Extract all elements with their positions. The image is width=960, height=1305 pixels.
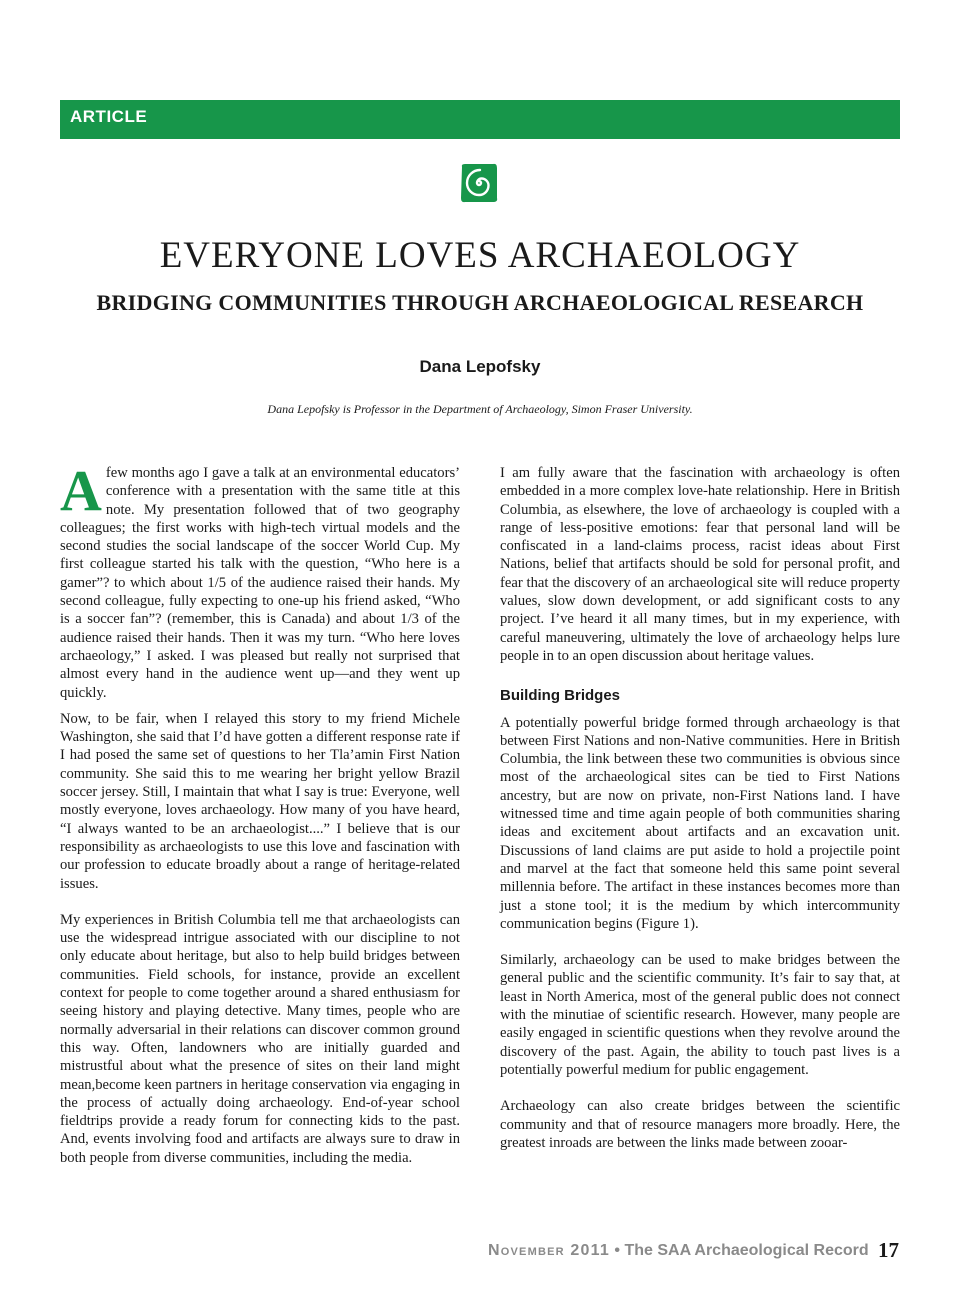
left-column bbox=[60, 458, 460, 1167]
paragraph: Similarly, archaeology can be used to make bridges between the general public and the scientific community. It’s fair to say that, at least in North America, most of the general public does not connect with the minutiae of scientific research. However, many people are easily engaged in scientific questions when they revolve around the discovery of the past. Again, the ability to touch past lives is a potentially powerful medium for public engagement. bbox=[500, 952, 900, 1078]
paragraph: My experiences in British Columbia tell me that archaeologists can use the widespread intrigue associated with our discipline to not only educate about heritage, but also to help build bridges between communities. Field schools, for instance, provide an excellent context for people to come together around a shared enthusiasm for seeing history and playing detective. Many times, people who are normally adversarial in their relations can discover common ground this way. Often, landowners who are initially guarded and mistrustful about what the presence of sites on their land might mean,become keen partners in heritage conservation via engaging in the process of actually doing archaeology. End-of-year school fieldtrips provide a ready forum for connecting kids to the past. And, events involving food and artifacts are always sure to draw in both people from diverse communities, including the media. bbox=[60, 911, 460, 1166]
section-heading: Building Bridges bbox=[500, 687, 620, 705]
footer-bullet: • bbox=[614, 1242, 620, 1259]
article-title: EVERYONE LOVES ARCHAEOLOGY bbox=[159, 235, 801, 276]
page-number: 17 bbox=[878, 1238, 899, 1262]
paragraph bbox=[60, 458, 460, 702]
article-subtitle: BRIDGING COMMUNITIES THROUGH ARCHAEOLOGICAL RESEARCH bbox=[96, 290, 864, 315]
page-footer bbox=[488, 1242, 869, 1260]
paragraph-text: few months ago I gave a talk at an environmental educators’ conference with a presentation with the same title at this note. My presentation followed that of two geography colleagues; the first works with high-tech virtual models and the second studies the social landscape of the soccer World Cup. My first colleague started his talk with the question, “Who here is a gamer”? to which about 1/5 of the audience raised their hands. My second colleague, fully expecting to one-up his friend asked, “Who is a soccer fan”? (remember, this is Canada) and about 1/3 of the audience raised their hands. Then it was my turn. “Who here loves archaeology,” I asked. I was pleased but really not surprised that almost every hand in the audience went up—and they went up quickly. bbox=[60, 465, 460, 701]
paragraph: Archaeology can also create bridges between the scientific community and that of resource managers more broadly. Here, the greatest inroads are between the links made between zooar- bbox=[500, 1098, 900, 1151]
paragraph: Now, to be fair, when I relayed this story to my friend Michele Washington, she said that I’d have gotten a different response rate if I had posed the same set of questions to her Tla’amin First Nation community. She said this to me wearing her bright yellow Brazil soccer jersey. Still, I maintain that what I say is true: Everyone, well mostly everyone, loves archaeology. How many of you have heard, “I always wanted to be an archaeologist....” I believe that is our responsibility as archaeologists to use this love and fascination with our profession to educate broadly about a range of heritage-related issues. bbox=[60, 710, 460, 892]
footer-publication: The SAA Archaeological Record bbox=[624, 1242, 869, 1259]
drop-cap: A bbox=[60, 458, 102, 523]
author-affiliation: Dana Lepofsky is Professor in the Department of Archaeology, Simon Fraser University. bbox=[267, 402, 693, 416]
right-column bbox=[500, 464, 900, 1152]
section-label: ARTICLE bbox=[70, 107, 148, 126]
section-banner bbox=[60, 100, 900, 139]
footer-date: November 2011 bbox=[488, 1242, 610, 1259]
spiral-icon bbox=[459, 162, 499, 204]
paragraph: A potentially powerful bridge formed through archaeology is that between First Nations and non-Native communities. Here in British Columbia, the link between these two communities is obvious since most of the archaeological sites can be tied to First Nations ancestry, but are now on private, non-First Nations land. I have witnessed time and time again people of both communities sharing ideas and excitement about artifacts and an excavation unit. Discussions of land claims are put aside to hold a projectile point and marvel at the fact that someone held this same point several millennia before. The artifact in these instances becomes more than just a stone tool; it is the medium by which intercommunity communication begins (Figure 1). bbox=[500, 714, 900, 932]
paragraph: I am fully aware that the fascination with archaeology is often embedded in a more complex love-hate relationship. Here in British Columbia, as elsewhere, the love of archaeology is coupled with a range of less-positive emotions: fear that personal land will be confiscated in a land-claims process, racist ideas about First Nations, belief that artifacts should be sold for personal profit, and fear that the discovery of an archaeological site will reduce property values, slow down development, or add significant costs to any project. I’ve heard it all many times, but in my experience, with careful maneuvering, ultimately the love of archaeology helps lure people in to an open discussion about heritage values. bbox=[500, 465, 900, 664]
author-name: Dana Lepofsky bbox=[419, 357, 541, 376]
